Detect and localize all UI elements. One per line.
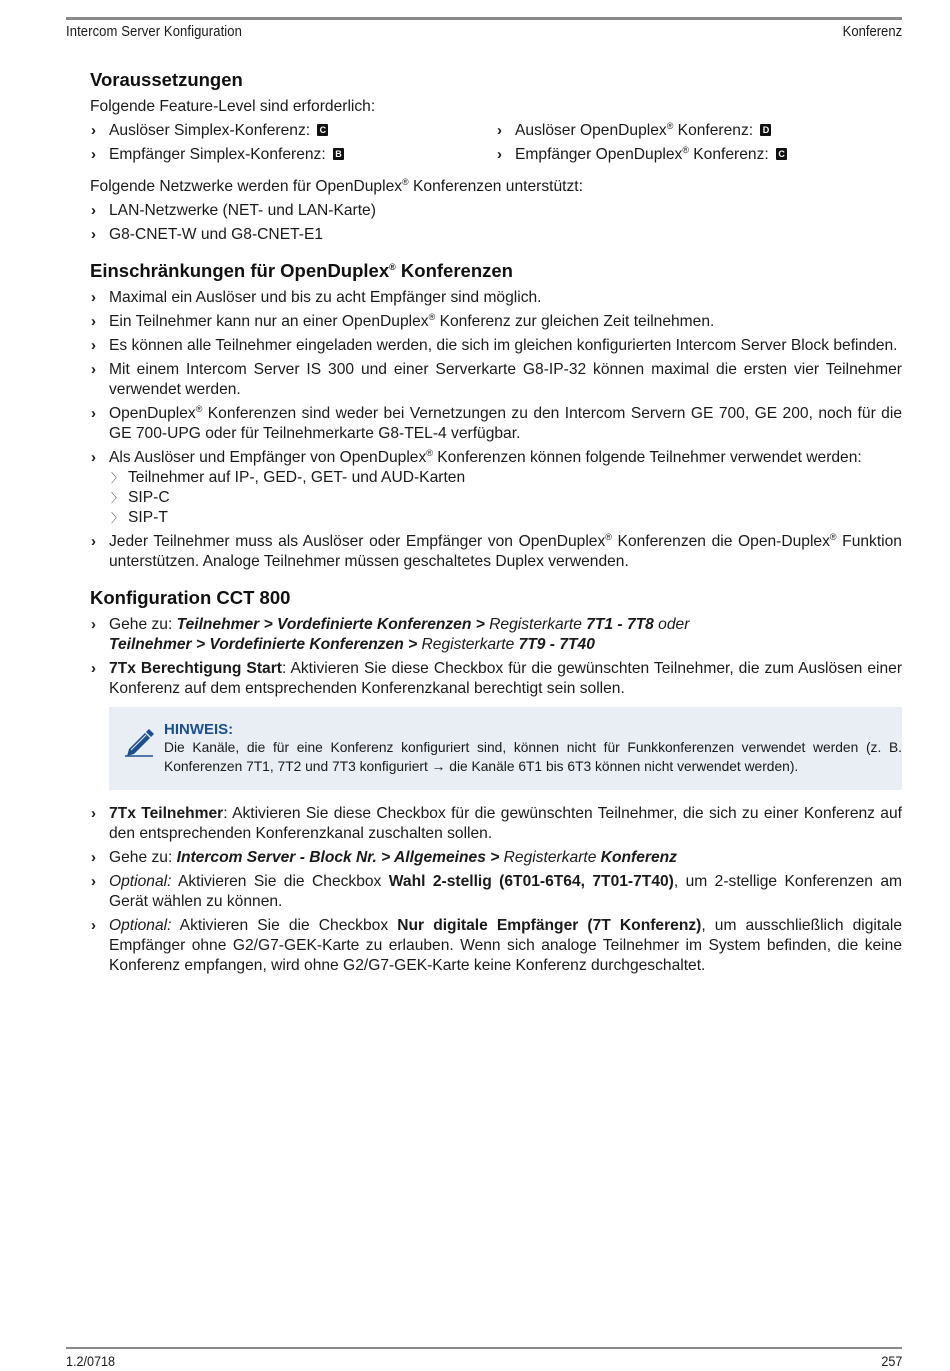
arrow-bullet-icon: › [91,849,96,866]
page-number: 257 [880,1353,902,1369]
step-lead: Gehe zu: [109,849,177,866]
list-item [90,872,902,912]
restriction-text-suffix: Konferenzen sind weder bei Vernetzungen zu den Intercom Servern GE 700, GE 200, noch für die GE 700-UPG oder für Teilnehmerkarte G8-TEL-4 verfügbar. [109,405,902,442]
section-einschraenkungen [90,259,902,572]
arrow-bullet-icon: › [91,873,96,890]
registered-mark: ® [426,447,433,458]
step-text: : Aktivieren Sie diese Checkbox für die gewünschten Teilnehmer, die sich zu einer Konferenz auf den entsprechenden Konferenzkanal zuschalten sollen. [109,805,902,842]
arrow-bullet-icon: › [91,313,96,330]
participant-type-text: SIP-C [128,489,170,506]
heading-einschraenkungen [90,259,902,283]
restriction-text: Es können alle Teilnehmer eingeladen werden, die sich im gleichen konfigurierten Intercom Server Block befinden. [109,337,898,354]
header-rule [66,17,902,20]
arrow-bullet-icon: › [91,405,96,422]
running-header-section: Konferenz [842,24,902,40]
list-item [90,615,902,655]
feature-label: Auslöser Simplex-Konferenz: [109,122,311,139]
feature-label-suffix: Konferenz: [673,122,754,139]
arrow-bullet-icon: › [91,226,96,243]
tab-label-prefix: Registerkarte [489,616,587,633]
heading-konfiguration-cct-800: Konfiguration CCT 800 [90,587,291,608]
feature-label: Empfänger Simplex-Konferenz: [109,146,326,163]
heading-text-suffix: Konferenzen [395,260,513,281]
step-text-suffix: , um 2-stellige Konferenzen am Gerät wählen zu können. [109,873,902,910]
optional-label: Optional: [109,917,172,934]
participant-type-list [109,468,902,528]
restriction-text-suffix: Konferenz zur gleichen Zeit teilnehmen. [435,313,715,330]
connector-text: oder [653,616,690,633]
arrow-bullet-icon: › [497,146,502,163]
step-lead: Gehe zu: [109,616,177,633]
feature-list-right [496,121,902,169]
arrow-bullet-icon: › [91,337,96,354]
arrow-bullet-icon: › [91,449,96,466]
checkbox-name: 7Tx Teilnehmer [109,805,224,822]
step-text-suffix: , um ausschließlich digitale Empfänger ohne G2/G7-GEK-Karte zu erlauben. Wenn sich analoge Teilnehmer im System befinden, die keine Konferenz empfangen, wird ohne G2/G7-GEK-Karte keine Konferenz durchgeschaltet. [109,917,903,974]
hollow-arrow-bullet-icon: 〉 [111,511,124,525]
network-item-text: LAN-Netzwerke (NET- und LAN-Karte) [109,202,376,219]
restriction-text-middle: Konferenzen die Open-Duplex [611,533,830,550]
list-item [90,288,902,308]
note-box [109,707,902,790]
restriction-list [90,288,902,572]
list-item [90,916,902,976]
registered-mark: ® [605,531,612,542]
restriction-text: Jeder Teilnehmer muss als Auslöser oder Empfänger von OpenDuplex [109,533,606,550]
restriction-text-suffix: Funktion unterstützen. Analoge Teilnehmer müssen geschaltetes Duplex verwenden. [109,533,902,570]
restriction-text: Ein Teilnehmer kann nur an einer OpenDuplex [109,313,429,330]
restriction-text: Mit einem Intercom Server IS 300 und einer Serverkarte G8-IP-32 können maximal die ersten vier Teilnehmer verwendet werden. [109,361,902,398]
network-item-text: G8-CNET-W und G8-CNET-E1 [109,226,324,243]
tab-name: 7T9 - 7T40 [518,636,595,653]
feature-label: Auslöser OpenDuplex [515,122,667,139]
sub-list-item [109,508,902,528]
arrow-bullet-icon: › [91,289,96,306]
network-intro [90,177,902,197]
feature-level-badge: C [317,124,328,136]
list-item [90,121,496,141]
list-item [90,848,902,868]
list-item [90,804,902,844]
checkbox-name: 7Tx Berechtigung Start [109,660,282,677]
list-item [90,448,902,528]
checkbox-name: Wahl 2-stellig (6T01-6T64, 7T01-7T40) [388,873,674,890]
list-item [90,404,902,444]
running-header-title: Intercom Server Konfiguration [66,24,242,40]
registered-mark: ® [402,176,409,187]
participant-type-text: SIP-T [128,509,168,526]
network-list [90,201,902,245]
restriction-text-suffix: Konferenzen können folgende Teilnehmer verwendet werden: [432,449,862,466]
list-item [90,201,902,221]
arrow-bullet-icon: › [91,361,96,378]
sub-list-item [109,488,902,508]
list-item [90,360,902,400]
pencil-icon [123,727,155,763]
optional-label: Optional: [109,873,172,890]
step-text: : Aktivieren Sie diese Checkbox für die gewünschten Teilnehmer, die zum Auslösen einer Konferenz auf dem entsprechenden Konferenzkanal berechtigt sein sollen. [109,660,903,697]
feature-label: Empfänger OpenDuplex [515,146,683,163]
feature-label-suffix: Konferenz: [688,146,769,163]
step-text: Aktivieren Sie die Checkbox [171,917,398,934]
list-item [496,121,902,141]
sub-list-item [109,468,902,488]
feature-level-badge: C [776,148,787,160]
menu-path: Teilnehmer > Vordefinierte Konferenzen > [176,616,490,633]
page-content [90,68,902,980]
heading-text: Einschränkungen für OpenDuplex [90,260,390,281]
feature-level-badge: B [333,148,344,160]
menu-path: Teilnehmer > Vordefinierte Konferenzen > [109,636,422,653]
feature-level-columns [90,121,902,169]
restriction-text: OpenDuplex [109,405,196,422]
registered-mark: ® [829,531,837,542]
tab-name: Konferenz [600,849,677,866]
tab-label-prefix: Registerkarte [421,636,519,653]
arrow-bullet-icon: › [91,917,96,934]
arrow-bullet-icon: › [91,533,96,550]
list-item [90,225,902,245]
feature-level-intro: Folgende Feature-Level sind erforderlich: [90,98,376,115]
arrow-bullet-icon: › [497,122,502,139]
note-title: HINWEIS: [164,721,234,738]
feature-level-badge: D [760,124,771,136]
step-text: Aktivieren Sie die Checkbox [171,873,389,890]
registered-mark: ® [666,120,674,131]
list-item [90,145,496,165]
restriction-text: Als Auslöser und Empfänger von OpenDuplex [109,449,427,466]
registered-mark: ® [682,144,689,155]
registered-mark: ® [195,403,203,414]
arrow-bullet-icon: › [91,805,96,822]
heading-voraussetzungen: Voraussetzungen [90,69,243,90]
note-text: Die Kanäle, die für eine Konferenz konfiguriert sind, können nicht für Funkkonferenzen verwendet werden (z. B. Konferenzen 7T1, 7T2 und 7T3 konfiguriert → die Kanäle 6T1 bis 6T3 können nicht verwendet werden). [164,740,902,774]
arrow-bullet-icon: › [91,660,96,677]
list-item [90,312,902,332]
list-item [90,532,902,572]
list-item [90,336,902,356]
network-intro-text: Folgende Netzwerke werden für OpenDuplex [90,178,403,195]
registered-mark: ® [389,261,396,272]
list-item [496,145,902,165]
restriction-text: Maximal ein Auslöser und bis zu acht Empfänger sind möglich. [109,289,542,306]
configuration-steps-continued [90,804,902,976]
section-konfiguration [90,586,902,976]
hollow-arrow-bullet-icon: 〉 [111,471,124,485]
arrow-bullet-icon: › [91,146,96,163]
network-intro-suffix: Konferenzen unterstützt: [408,178,583,195]
arrow-bullet-icon: › [91,122,96,139]
document-version: 1.2/0718 [66,1353,116,1369]
registered-mark: ® [428,311,436,322]
configuration-steps [90,615,902,699]
participant-type-text: Teilnehmer auf IP-, GED-, GET- und AUD-Karten [128,469,466,486]
checkbox-name: Nur digitale Empfänger (7T Konferenz) [397,917,702,934]
feature-list-left [90,121,496,169]
arrow-bullet-icon: › [91,202,96,219]
hollow-arrow-bullet-icon: 〉 [111,491,124,505]
menu-path: Intercom Server - Block Nr. > Allgemeines > [176,849,504,866]
footer-rule [66,1347,902,1349]
arrow-bullet-icon: › [91,616,96,633]
list-item [90,659,902,699]
tab-name: 7T1 - 7T8 [586,616,654,633]
tab-label-prefix: Registerkarte [503,849,601,866]
